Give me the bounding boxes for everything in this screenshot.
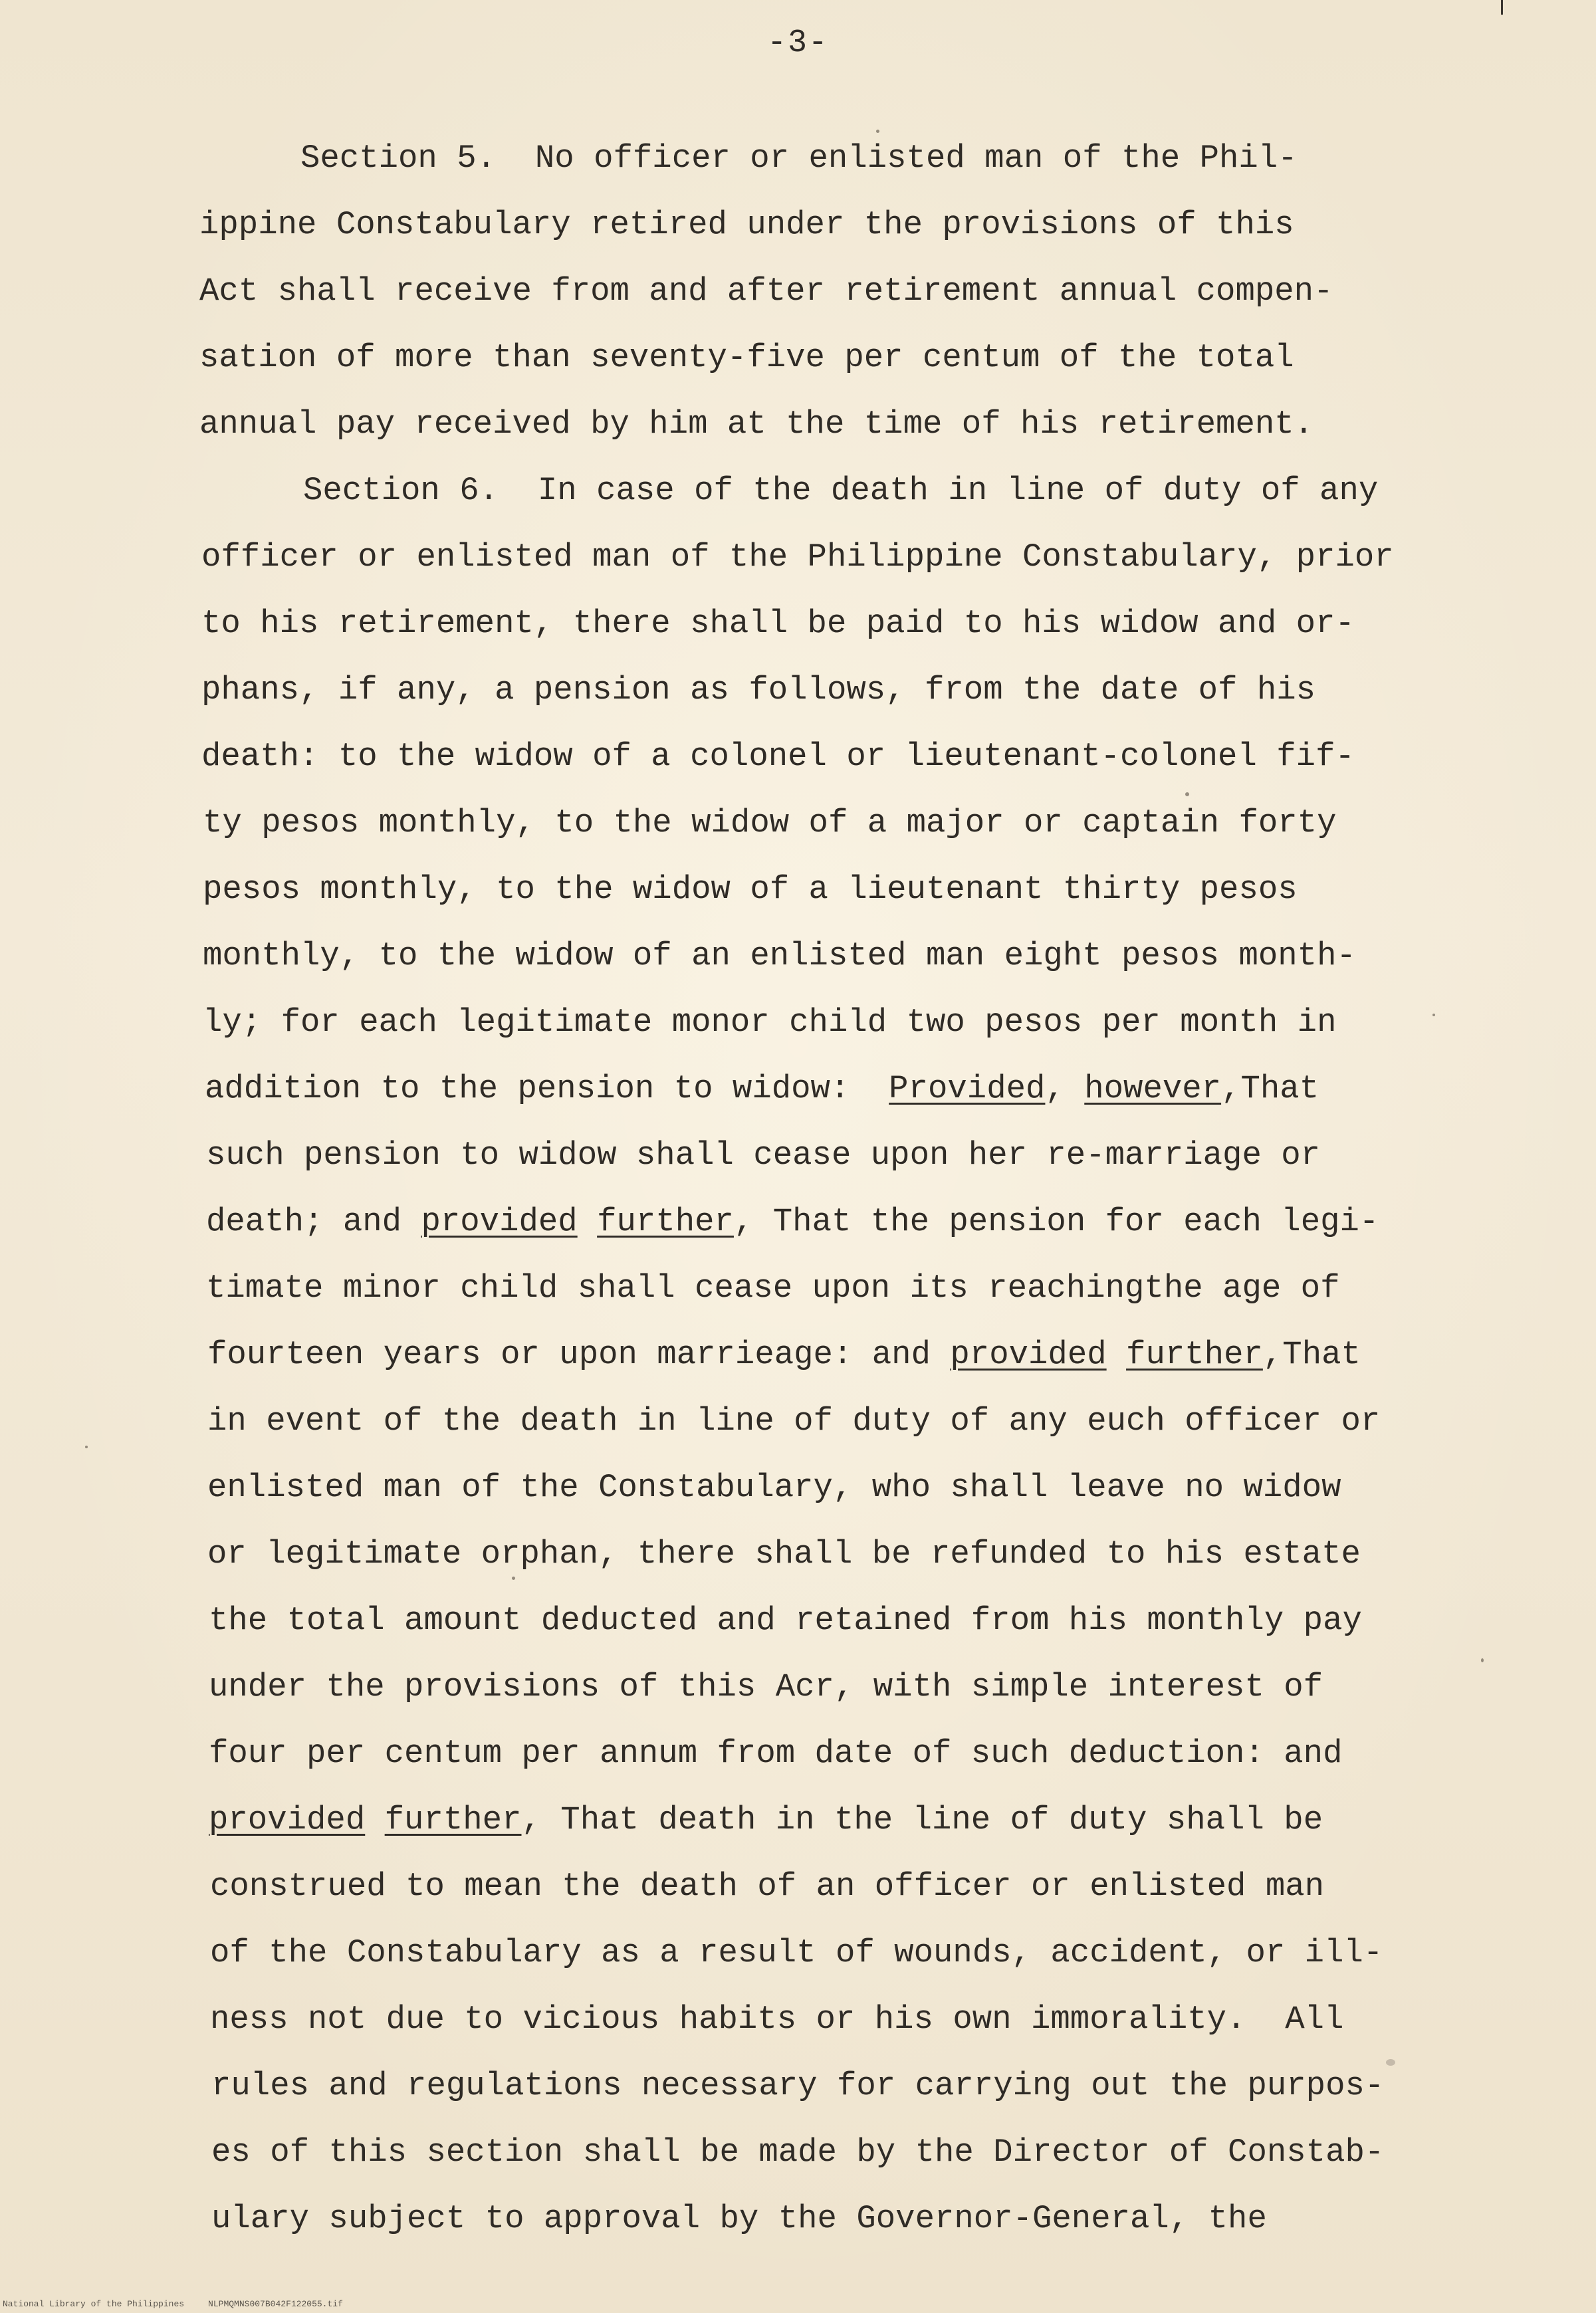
- text-line: [209, 1800, 1323, 1840]
- page-number: -3-: [767, 25, 829, 61]
- text-line: construed to mean the death of an officer or enlisted man: [210, 1868, 1325, 1905]
- text-line: or legitimate orphan, there shall be refunded to his estate: [207, 1535, 1361, 1573]
- text-line: officer or enlisted man of the Philippine Constabulary, prior: [201, 538, 1394, 576]
- text-line: ly; for each legitimate monor child two pesos per month in: [203, 1004, 1337, 1041]
- text-line: rules and regulations necessary for carrying out the purpos-: [211, 2067, 1385, 2104]
- underlined-term: further: [1126, 1336, 1263, 1373]
- text-segment: [1107, 1336, 1126, 1373]
- paper-speck: [876, 130, 879, 133]
- text-line: such pension to widow shall cease upon her re-marriage or: [206, 1137, 1321, 1174]
- archive-footer: [3, 2299, 367, 2309]
- paper-speck: [1185, 792, 1189, 796]
- text-segment: ,: [1045, 1070, 1085, 1107]
- text-line: ulary subject to approval by the Governor-General, the: [211, 2200, 1267, 2237]
- text-line: Section 6. In case of the death in line of duty of any: [303, 472, 1379, 509]
- text-segment: , That death in the line of duty shall be: [521, 1801, 1323, 1838]
- text-line: pesos monthly, to the widow of a lieutenant thirty pesos: [203, 871, 1298, 908]
- text-line: monthly, to the widow of an enlisted man eight pesos month-: [203, 937, 1356, 974]
- text-line: enlisted man of the Constabulary, who shall leave no widow: [207, 1469, 1341, 1506]
- text-line: of the Constabulary as a result of wounds, accident, or ill-: [210, 1934, 1383, 1971]
- underlined-term: however: [1084, 1070, 1222, 1107]
- underlined-term: further: [384, 1801, 522, 1838]
- underlined-term: provided: [950, 1336, 1107, 1373]
- text-segment: [365, 1801, 384, 1838]
- underlined-term: provided: [421, 1203, 578, 1240]
- text-segment: ,That: [1221, 1070, 1319, 1107]
- text-line: the total amount deducted and retained from his monthly pay: [209, 1602, 1362, 1639]
- text-line: Section 5. No officer or enlisted man of the Phil-: [300, 140, 1298, 177]
- text-line: four per centum per annum from date of such deduction: and: [209, 1735, 1343, 1772]
- text-line: in event of the death in line of duty of any euch officer or: [207, 1402, 1381, 1440]
- paper-speck: [1386, 2059, 1395, 2066]
- underlined-term: Provided: [889, 1070, 1046, 1107]
- paper-speck: [1481, 1658, 1484, 1662]
- text-line: annual pay received by him at the time of his retirement.: [199, 405, 1314, 443]
- paper-speck: [85, 1446, 88, 1448]
- text-line: death: to the widow of a colonel or lieutenant-colonel fif-: [201, 738, 1355, 775]
- text-segment: death; and: [206, 1203, 421, 1240]
- text-segment: [578, 1203, 597, 1240]
- text-line: phans, if any, a pension as follows, from the date of his: [201, 671, 1316, 709]
- text-line: ty pesos monthly, to the widow of a major or captain forty: [203, 804, 1337, 841]
- text-segment: , That the pension for each legi-: [733, 1203, 1379, 1240]
- text-line: [205, 1069, 1319, 1109]
- text-line: sation of more than seventy-five per centum of the total: [199, 339, 1294, 376]
- text-segment: addition to the pension to widow:: [205, 1070, 889, 1107]
- text-line: ness not due to vicious habits or his own immorality. All: [210, 2001, 1344, 2038]
- text-segment: ,That: [1262, 1336, 1361, 1373]
- paper-speck: [1432, 1014, 1435, 1016]
- underlined-term: provided: [209, 1801, 366, 1838]
- text-line: ippine Constabulary retired under the provisions of this: [199, 206, 1294, 243]
- text-line: [206, 1202, 1379, 1242]
- text-line: under the provisions of this Acr, with simple interest of: [209, 1668, 1323, 1706]
- text-line: to his retirement, there shall be paid to his widow and or-: [201, 605, 1355, 642]
- footer-institution: National Library of the Philippines: [3, 2299, 185, 2309]
- paper-speck: [512, 1577, 515, 1580]
- text-line: timate minor child shall cease upon its reachingthe age of: [206, 1269, 1340, 1307]
- text-segment: fourteen years or upon marrieage: and: [207, 1336, 951, 1373]
- text-line: es of this section shall be made by the Director of Constab-: [211, 2134, 1385, 2171]
- footer-file-name: NLPMQMNS007B042F122055.tif: [208, 2299, 343, 2309]
- underlined-term: further: [597, 1203, 734, 1240]
- text-line: [207, 1335, 1361, 1375]
- text-line: Act shall receive from and after retirement annual compen-: [199, 273, 1333, 310]
